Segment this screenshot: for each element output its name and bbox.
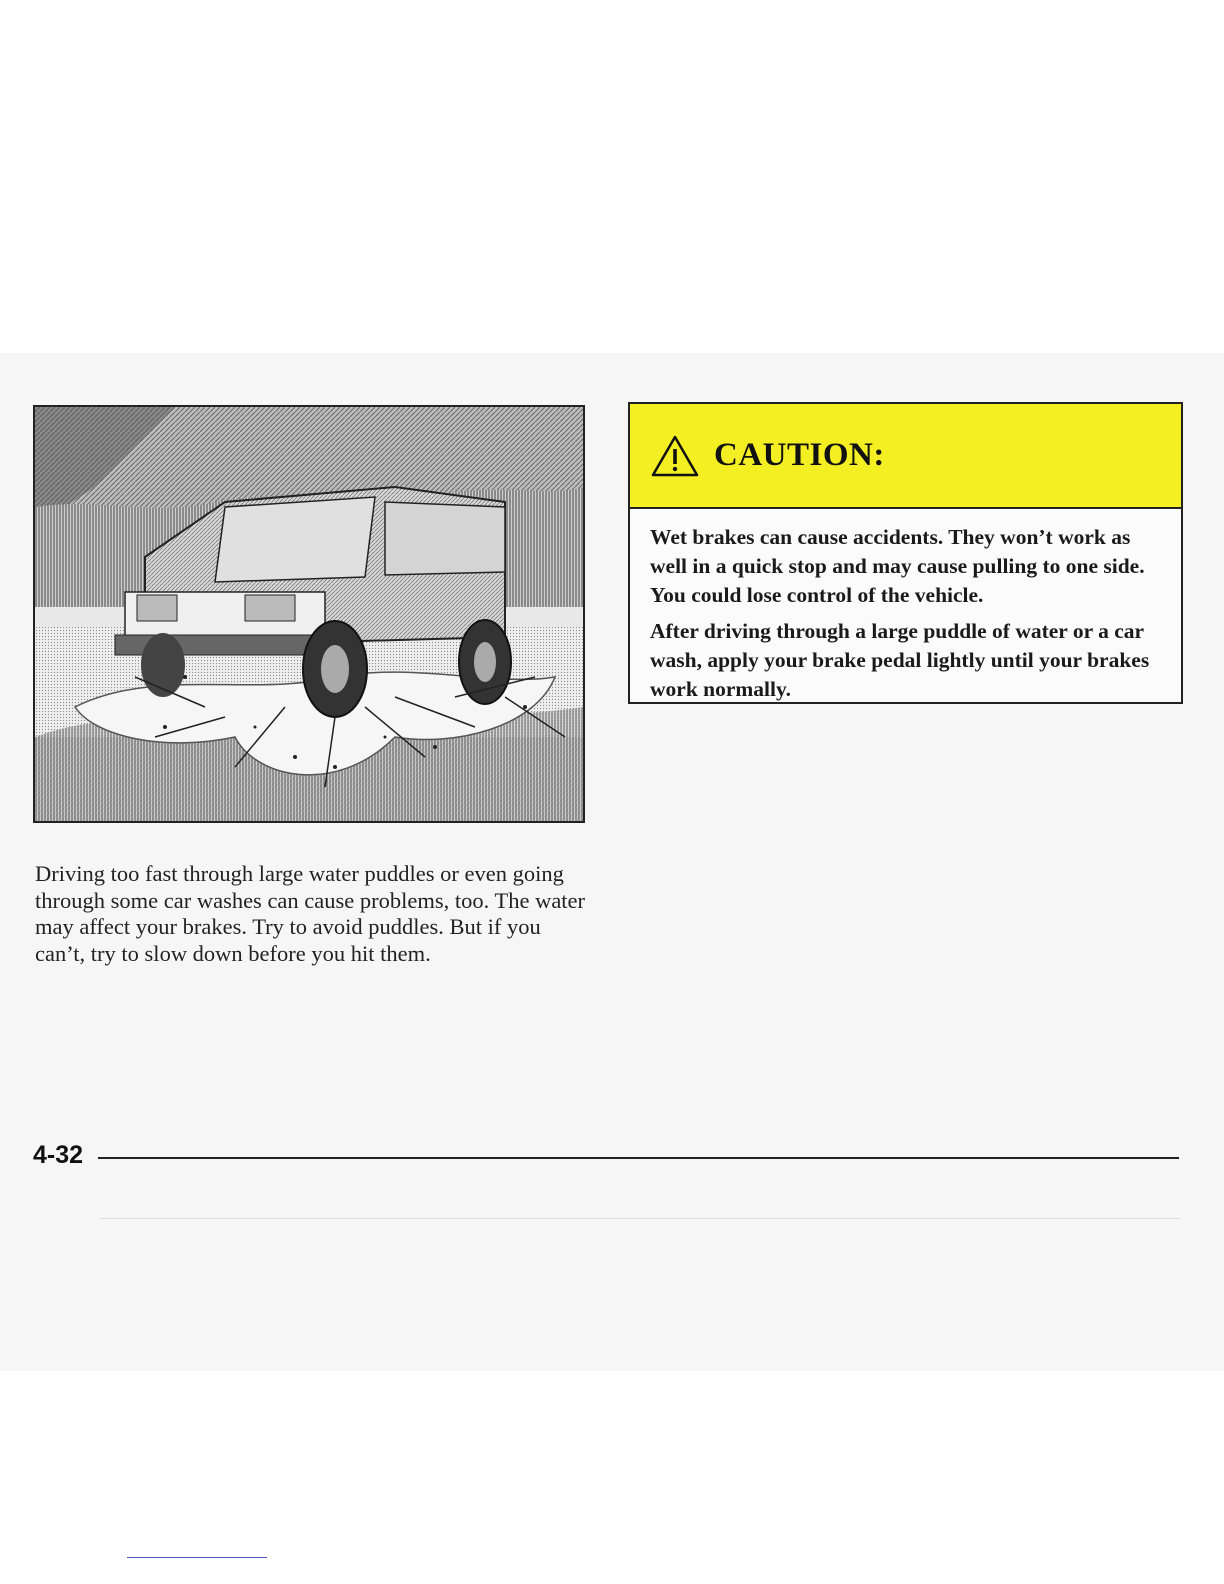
suv-splash-icon: [35, 407, 583, 821]
scan-line-divider: [100, 1218, 1180, 1219]
caution-body: [630, 509, 1181, 704]
caution-title: CAUTION:: [714, 437, 885, 473]
footer-divider: [98, 1157, 1179, 1159]
warning-triangle-icon: [650, 434, 700, 478]
caption-paragraph: Driving too fast through large water puddles or even going through some car washes can cause problems, too. The water may affect your brakes. Try to avoid puddles. But if you can’t, try to slow down before you hit them.: [35, 861, 586, 966]
caution-paragraph: After driving through a large puddle of water or a car wash, apply your brake pedal lightly until your brakes work normally.: [650, 619, 1150, 701]
vehicle-puddle-illustration: [33, 405, 585, 823]
body-text: [35, 861, 595, 967]
caution-box: [628, 402, 1183, 704]
caution-paragraph: Wet brakes can cause accidents. They won’t work as well in a quick stop and may cause pulling to one side. You could lose control of the vehicle.: [650, 525, 1145, 607]
caution-header: [630, 404, 1181, 509]
scan-mark-divider: [127, 1557, 267, 1558]
page-number: 4-32: [33, 1141, 84, 1169]
